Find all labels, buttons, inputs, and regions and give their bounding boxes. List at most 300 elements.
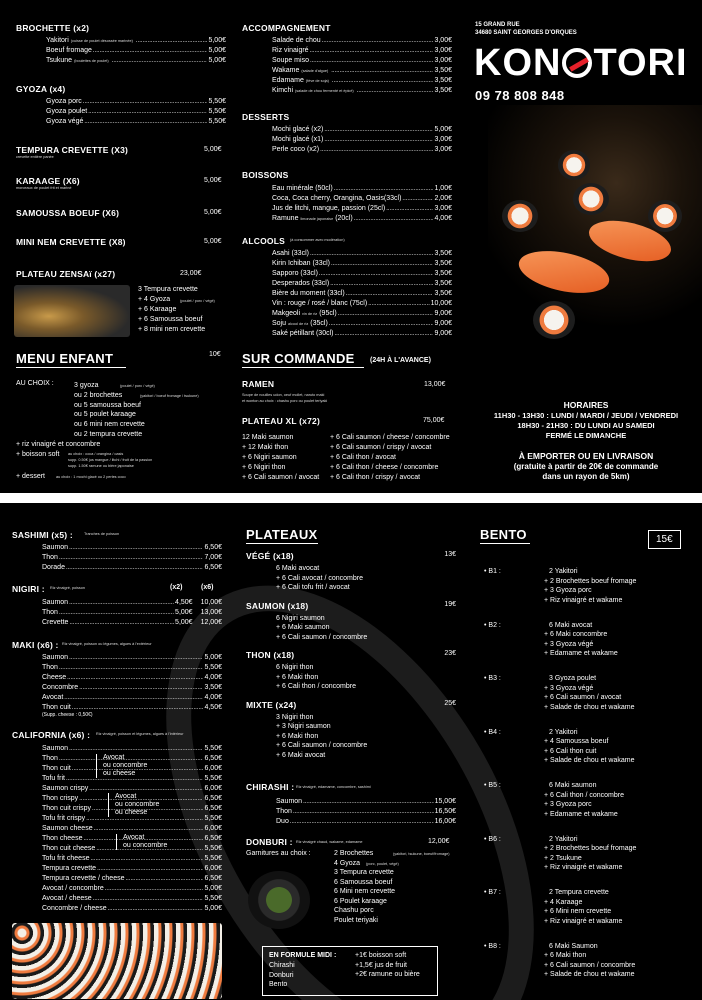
chirashi-list — [276, 797, 456, 827]
zensai-title: PLATEAU ZENSAï (x27) — [16, 269, 116, 279]
bento-title: BENTO — [480, 527, 530, 544]
item-name: Perle coco (x2) — [272, 146, 320, 153]
gyoza-title: GYOZA (x4) — [16, 84, 66, 94]
menu-item-row — [42, 884, 222, 894]
menu-item-row — [42, 553, 222, 563]
karaage-title: KARAAGE (X6) — [16, 176, 80, 186]
menu-item-row — [272, 269, 452, 279]
plateau-price: 19€ — [444, 600, 456, 608]
california-option: Avocat — [115, 793, 137, 800]
plateau-xl-line: + 6 Nigiri saumon — [242, 454, 297, 461]
item-name: Soju — [272, 320, 287, 327]
leader-dots — [79, 683, 203, 693]
zensai-line: + 8 mini nem crevette — [138, 326, 206, 333]
bento-line: + Riz vinaigré et wakame — [544, 917, 623, 925]
leader-dots — [67, 673, 203, 683]
item-name: Saké pétillant (30cl) — [272, 330, 334, 337]
item-desc: alcool de riz — [288, 322, 309, 326]
item-price: 5,50€ — [208, 118, 226, 125]
plateau-line: + 6 Cali saumon / concombre — [276, 742, 368, 749]
formule-right — [355, 951, 420, 980]
alcools-list — [272, 249, 452, 339]
item-price: 3,50€ — [434, 250, 452, 257]
bento-line: + 3 Gyoza végé — [544, 640, 594, 648]
leader-dots — [59, 553, 204, 563]
leader-dots — [329, 319, 434, 329]
leader-dots — [338, 309, 434, 319]
item-name: Tofu frit — [42, 775, 65, 782]
item-price: 5,50€ — [204, 745, 222, 752]
tempura-title: TEMPURA CREVETTE (X3) — [16, 145, 129, 155]
item-price: 5,50€ — [204, 845, 222, 852]
bento-item — [484, 728, 684, 782]
menu-item-row — [42, 894, 222, 904]
menu-front-panel — [0, 0, 702, 493]
donburi-garniture: 6 Samoussa boeuf — [334, 878, 393, 886]
bento-key: • B5 : — [484, 782, 501, 789]
menu-item-row — [46, 56, 226, 66]
plateau-xl-right — [330, 433, 450, 483]
item-desc: (cuisse de poulet désossée marinée) — [70, 39, 133, 43]
item-name: Tofu frit cheese — [42, 855, 90, 862]
plateau-line: 3 Nigiri thon — [276, 713, 314, 721]
item-name: Ramune — [272, 215, 299, 222]
menu-item-row — [42, 608, 222, 618]
bento-line: + 6 Mini nem crevette — [544, 908, 612, 915]
plateau-xl-line: + 6 Cali thon / cheese / concombre — [330, 464, 439, 471]
california-option: Avocat — [103, 754, 125, 761]
item-price-x6: 13,00€ — [200, 609, 222, 616]
item-size: (95cl) — [319, 310, 337, 317]
menu-item-row — [276, 797, 456, 807]
item-name: Thon cuit cheese — [42, 845, 96, 852]
formule-midi-title: EN FORMULE MIDI : — [269, 952, 337, 959]
brochette-list — [46, 36, 226, 66]
leader-dots — [83, 97, 208, 107]
bento-line: + Salade de chou et wakame — [544, 971, 635, 978]
menu-enfant-title: MENU ENFANT — [16, 351, 126, 368]
plateau-name: MIXTE (x24) — [246, 699, 297, 710]
donburi-garniture: Chashu porc — [334, 907, 374, 914]
item-desc: (salade de chou fermenté et épicé) — [295, 89, 354, 93]
horaires-line-2: 18H30 - 21H30 : DU LUNDI AU SAMEDI — [517, 421, 655, 430]
item-price-x2: 4,50€ — [175, 599, 193, 606]
leader-dots — [69, 744, 203, 754]
item-price: 3,50€ — [434, 67, 452, 74]
ramen-note-2: et wonton au choix : chashu porc ou poulet teriyaki — [242, 399, 328, 403]
leader-dots — [354, 214, 434, 224]
item-price: 3,00€ — [434, 146, 452, 153]
alcools-note: (à consommer avec modération) — [290, 238, 345, 242]
bento-line: + 6 Cali saumon / concombre — [544, 961, 636, 969]
tempura-desc: crevette entière panée — [16, 155, 54, 159]
brochette-title: BROCHETTE (x2) — [16, 23, 90, 33]
menu-item-row — [272, 76, 452, 86]
nigiri-title: NIGIRI : — [12, 584, 45, 594]
item-price: 5,00€ — [208, 37, 226, 44]
menu-item-row — [276, 817, 456, 827]
leader-dots — [303, 797, 434, 807]
bento-line: 6 Maki Saumon — [549, 942, 598, 950]
bento-line: + 4 Samoussa boeuf — [544, 738, 609, 745]
item-name: Gyoza poulet — [46, 108, 88, 115]
sashimi-title: SASHIMI (x5) : — [12, 530, 73, 540]
item-name: Thon cuit — [42, 765, 71, 772]
item-name: Thon crispy — [42, 795, 79, 802]
donburi-garnitures — [334, 849, 395, 925]
item-name: Soupe miso — [272, 57, 309, 64]
item-price: 5,50€ — [204, 775, 222, 782]
plateau-block — [246, 650, 456, 692]
donburi-garniture: Poulet teriyaki — [334, 916, 378, 924]
leader-dots — [310, 46, 434, 56]
item-name: Tofu frit crispy — [42, 815, 86, 822]
item-desc: (fève de soja) — [305, 79, 329, 83]
enfant-option: ou 5 poulet karaage — [74, 411, 136, 419]
plateau-xl-line: 12 Maki saumon — [242, 434, 294, 441]
item-name: Concombre — [42, 684, 79, 691]
menu-item-row — [272, 329, 452, 339]
leader-dots — [126, 874, 204, 884]
leader-dots — [108, 904, 204, 914]
item-price: 5,00€ — [204, 885, 222, 892]
donburi-garniture: 6 Mini nem crevette — [334, 888, 396, 895]
bento-item — [484, 674, 684, 728]
boissons-title: BOISSONS — [242, 170, 289, 180]
menu-item-row — [42, 854, 222, 864]
plateau-price: 25€ — [444, 699, 456, 707]
nigiri-x6-header: (x6) — [201, 584, 214, 591]
plateau-xl-line: + 6 Cali thon / avocat — [330, 454, 396, 461]
item-price: 4,00€ — [204, 694, 222, 701]
item-name: Thon — [42, 609, 58, 616]
item-name: Vin : rouge / rosé / blanc (75cl) — [272, 300, 368, 307]
menu-item-row — [42, 653, 222, 663]
item-price: 5,00€ — [204, 905, 222, 912]
item-price: 9,00€ — [434, 310, 452, 317]
item-desc: vin de riz — [302, 312, 318, 316]
leader-dots — [97, 864, 203, 874]
plateau-block — [246, 551, 456, 593]
bento-line: + 6 Maki thon — [544, 952, 587, 959]
item-name: Boeuf fromage — [46, 47, 92, 54]
nem-title: MINI NEM CREVETTE (X8) — [16, 237, 126, 247]
california-option: ou cheese — [103, 770, 136, 777]
zensai-price: 23,00€ — [180, 270, 202, 277]
leader-dots — [66, 563, 204, 573]
plateau-line: + 6 Maki saumon — [276, 624, 330, 631]
menu-item-row — [276, 807, 456, 817]
item-name: Tempura crevette / cheese — [42, 875, 125, 882]
chirashi-title: CHIRASHI : — [246, 782, 295, 792]
item-price: 5,00€ — [208, 57, 226, 64]
leader-dots — [69, 653, 203, 663]
leader-dots — [368, 299, 429, 309]
item-name: Thon — [42, 755, 58, 762]
leader-dots — [84, 117, 207, 127]
menu-item-row — [42, 663, 222, 673]
item-price: 3,00€ — [434, 57, 452, 64]
menu-item-row — [42, 904, 222, 914]
leader-dots — [88, 107, 207, 117]
formule-supplement: +1€ boisson soft — [355, 952, 407, 959]
menu-item-row — [42, 598, 222, 608]
zensai-line: + 6 Samoussa boeuf — [138, 316, 203, 323]
leader-dots — [136, 36, 208, 46]
leader-dots — [334, 329, 433, 339]
item-price: 3,50€ — [204, 684, 222, 691]
california-title: CALIFORNIA (x6) : — [12, 730, 91, 740]
item-price: 15,00€ — [434, 798, 456, 805]
bento-line: + 6 Maki concombre — [544, 631, 608, 638]
donburi-garniture: 4 Gyoza — [334, 859, 361, 867]
zensai-photo — [14, 285, 130, 337]
item-name: Saumon crispy — [42, 785, 89, 792]
bento-line: + 3 Gyoza porc — [544, 587, 592, 594]
item-price: 1,00€ — [434, 185, 452, 192]
california-bracket-1 — [96, 754, 147, 778]
zensai-line: + 6 Karaage — [138, 306, 177, 313]
plateau-line: 6 Nigiri saumon — [276, 614, 325, 622]
plateau-line: 6 Maki avocat — [276, 565, 320, 572]
leader-dots — [386, 204, 433, 214]
bento-item — [484, 621, 684, 675]
plateaux-title: PLATEAUX — [246, 527, 318, 542]
item-name: Yakitori — [46, 37, 69, 44]
bento-line: 6 Maki avocat — [549, 621, 593, 629]
leader-dots — [324, 125, 433, 135]
gyoza-list — [46, 97, 226, 127]
maki-list — [42, 653, 222, 713]
sashimi-note: Tranches de poisson — [84, 532, 120, 536]
item-price: 6,50€ — [204, 875, 222, 882]
bento-line: + Riz vinaigré et wakame — [544, 864, 623, 871]
bento-line: + 3 Gyoza végé — [544, 684, 594, 692]
sashimi-list — [42, 543, 222, 573]
plateau-xl-line: + 6 Cali saumon / avocat — [242, 474, 320, 481]
menu-item-row — [46, 97, 226, 107]
desserts-title: DESSERTS — [242, 112, 290, 122]
item-price-x6: 12,00€ — [200, 619, 222, 626]
item-name: Gyoza végé — [46, 118, 84, 125]
bento-key: • B8 : — [484, 942, 501, 950]
plateau-xl-line: + 6 Cali thon / crispy / avocat — [330, 474, 421, 481]
item-name: Thon — [42, 664, 58, 671]
item-price: 3,50€ — [434, 87, 452, 94]
menu-item-row — [272, 36, 452, 46]
california-bracket-2 — [108, 793, 159, 817]
donburi-photo — [248, 871, 310, 929]
item-name: Desperados (33cl) — [272, 280, 330, 287]
donburi-price: 12,00€ — [428, 838, 450, 845]
plateau-line: + 6 Maki thon — [276, 732, 319, 740]
plateau-block — [246, 700, 456, 761]
item-price: 6,00€ — [204, 865, 222, 872]
plateau-line: 6 Nigiri thon — [276, 664, 314, 671]
item-price: 16,00€ — [434, 818, 456, 825]
konotori-logo: KON TORI — [474, 42, 688, 84]
menu-item-row — [272, 319, 452, 329]
plateau-xl-left — [242, 433, 319, 483]
item-price: 5,00€ — [208, 47, 226, 54]
donburi-garniture: 3 Tempura crevette — [334, 869, 394, 876]
address-line-1: 15 GRAND RUE — [475, 22, 520, 28]
maki-supp: (Supp. cheese : 0,50€) — [42, 712, 93, 718]
item-price: 5,00€ — [434, 126, 452, 133]
leader-dots — [320, 145, 433, 155]
item-price: 10,00€ — [430, 300, 452, 307]
chirashi-note: Riz vinaigré, edamame, concombre, sashimi — [296, 785, 371, 789]
bento-line: + 6 Cali saumon / avocat — [544, 694, 622, 701]
item-price: 6,00€ — [204, 825, 222, 832]
leader-dots — [330, 279, 433, 289]
bento-line: 2 Yakitori — [549, 568, 578, 575]
item-price: 3,50€ — [434, 270, 452, 277]
item-name: Saumon — [42, 599, 69, 606]
bento-price: 15€ — [648, 530, 681, 549]
plateau-header — [246, 650, 456, 660]
item-price: 6,50€ — [204, 795, 222, 802]
item-name: Mochi glacé (x1) — [272, 136, 324, 143]
plateau-line: + 6 Cali saumon / concombre — [276, 633, 368, 641]
extra-dessert: + dessert — [16, 473, 45, 480]
brochette-option-note: (yakitori / boeuf fromage / tsukune) — [140, 394, 199, 398]
bento-line: + 3 Gyoza porc — [544, 801, 592, 808]
california-option: ou concombre — [123, 842, 168, 849]
menu-item-row — [272, 145, 452, 155]
bento-line: 3 Gyoza poulet — [549, 675, 597, 682]
item-price: 5,50€ — [208, 98, 226, 105]
tempura-price: 5,00€ — [204, 146, 222, 153]
dessert-note: au choix : 1 mochi glacé ou 2 perles coco — [56, 475, 126, 479]
bento-list — [484, 567, 684, 995]
leader-dots — [59, 663, 204, 673]
menu-item-row — [42, 874, 222, 884]
menu-item-row — [272, 46, 452, 56]
menu-item-row — [272, 309, 452, 319]
item-name: Makgeoli — [272, 310, 301, 317]
item-price: 4,00€ — [434, 215, 452, 222]
leader-dots — [310, 56, 434, 66]
item-price: 5,00€ — [204, 654, 222, 661]
enfant-option: ou 6 mini nem crevette — [74, 421, 145, 429]
plateau-xl-line: + 6 Cali saumon / crispy / avocat — [330, 444, 432, 451]
item-name: Thon cuit crispy — [42, 805, 92, 812]
garnitures-label: Garnitures au choix : — [246, 850, 311, 857]
item-name: Jus de litchi, mangue, passion (25cl) — [272, 205, 386, 212]
leader-dots — [59, 608, 174, 618]
plateau-name: THON (x18) — [246, 650, 295, 660]
plateau-header — [246, 601, 456, 611]
item-price: 5,50€ — [204, 895, 222, 902]
item-name: Saumon — [42, 544, 69, 551]
menu-item-row — [42, 683, 222, 693]
bento-item — [484, 835, 684, 889]
plateau-block — [246, 601, 456, 643]
horaires-line-1: 11H30 - 13H30 : LUNDI / MARDI / JEUDI / VENDREDI — [493, 411, 679, 420]
formule-midi-box — [262, 946, 438, 996]
california-option: Avocat — [123, 834, 145, 841]
menu-back-panel — [0, 503, 702, 1000]
item-price: 6,00€ — [204, 765, 222, 772]
plateau-xl-line: + 6 Nigiri thon — [242, 464, 286, 471]
enfant-option: 3 gyoza — [74, 382, 99, 389]
plateau-line: + 6 Maki thon — [276, 673, 319, 681]
menu-item-row — [272, 135, 452, 145]
leader-dots — [293, 807, 434, 817]
leader-dots — [90, 854, 203, 864]
bento-line: + Riz vinaigré et wakame — [544, 596, 623, 604]
menu-item-row — [272, 214, 452, 224]
leader-dots — [69, 598, 174, 608]
leader-dots — [322, 36, 434, 46]
plateau-xl-line: + 12 Maki thon — [242, 444, 289, 451]
item-name: Bière du moment (33cl) — [272, 290, 345, 297]
item-name: Mochi glacé (x2) — [272, 126, 324, 133]
menu-item-row — [42, 693, 222, 703]
nigiri-list — [42, 598, 222, 628]
bento-item — [484, 888, 684, 942]
menu-item-row — [272, 289, 452, 299]
item-name: Concombre / cheese — [42, 905, 107, 912]
sur-commande-title: SUR COMMANDE — [242, 351, 364, 368]
leader-dots — [331, 66, 433, 76]
item-price: 9,00€ — [434, 330, 452, 337]
leader-dots — [332, 76, 434, 86]
menu-item-row — [272, 204, 452, 214]
plateau-header — [246, 700, 456, 710]
gyoza-option-note: (poulet / porc / végé) — [120, 384, 155, 388]
item-price: 16,50€ — [434, 808, 456, 815]
menu-item-row — [42, 543, 222, 553]
item-name: Thon cuit — [42, 704, 71, 711]
plateau-xl-line: + 6 Cali saumon / cheese / concombre — [330, 434, 450, 441]
soft-note-3: supp. 1.50€ ramune ou bière japonaise — [68, 464, 134, 468]
maki-title: MAKI (x6) : — [12, 640, 59, 650]
plateau-xl-price: 75,00€ — [423, 417, 445, 424]
item-price: 9,00€ — [434, 320, 452, 327]
menu-item-row — [272, 56, 452, 66]
california-option: ou cheese — [115, 809, 148, 816]
brochettes-garn-note: (yakitori, tsukune, boeuf/fromage) — [393, 852, 450, 856]
sushi-illustration — [488, 105, 702, 365]
formule-supplement: +2€ ramune ou bière — [355, 971, 420, 978]
menu-item-row — [46, 36, 226, 46]
bento-line: 2 Yakitori — [549, 835, 578, 843]
nem-price: 5,00€ — [204, 238, 222, 245]
item-price: 3,00€ — [434, 37, 452, 44]
item-name: Tsukune — [46, 57, 73, 64]
horaires-line-3: FERMÉ LE DIMANCHE — [545, 431, 627, 440]
leader-dots — [94, 824, 204, 834]
item-price: 6,00€ — [204, 785, 222, 792]
item-price-x2: 5,00€ — [175, 619, 193, 626]
item-name: Gyoza porc — [46, 98, 82, 105]
leader-dots — [357, 86, 434, 96]
item-name: Riz vinaigré — [272, 47, 309, 54]
karaage-price: 5,00€ — [204, 177, 222, 184]
bento-line: 2 Yakitori — [549, 728, 578, 736]
item-name: Dorade — [42, 564, 65, 571]
plateau-price: 13€ — [444, 551, 456, 558]
soft-note-1: au choix : coca / orangina / oasis — [68, 452, 124, 456]
item-name: Saumon — [276, 798, 303, 805]
ramen-title: RAMEN — [242, 379, 275, 389]
bento-line: + 4 Karaage — [544, 898, 583, 906]
address-line-2: 34680 SAINT GEORGES D'ORQUES — [475, 30, 577, 36]
donburi-garniture: 6 Poulet karaage — [334, 897, 387, 905]
samoussa-price: 5,00€ — [204, 209, 222, 216]
